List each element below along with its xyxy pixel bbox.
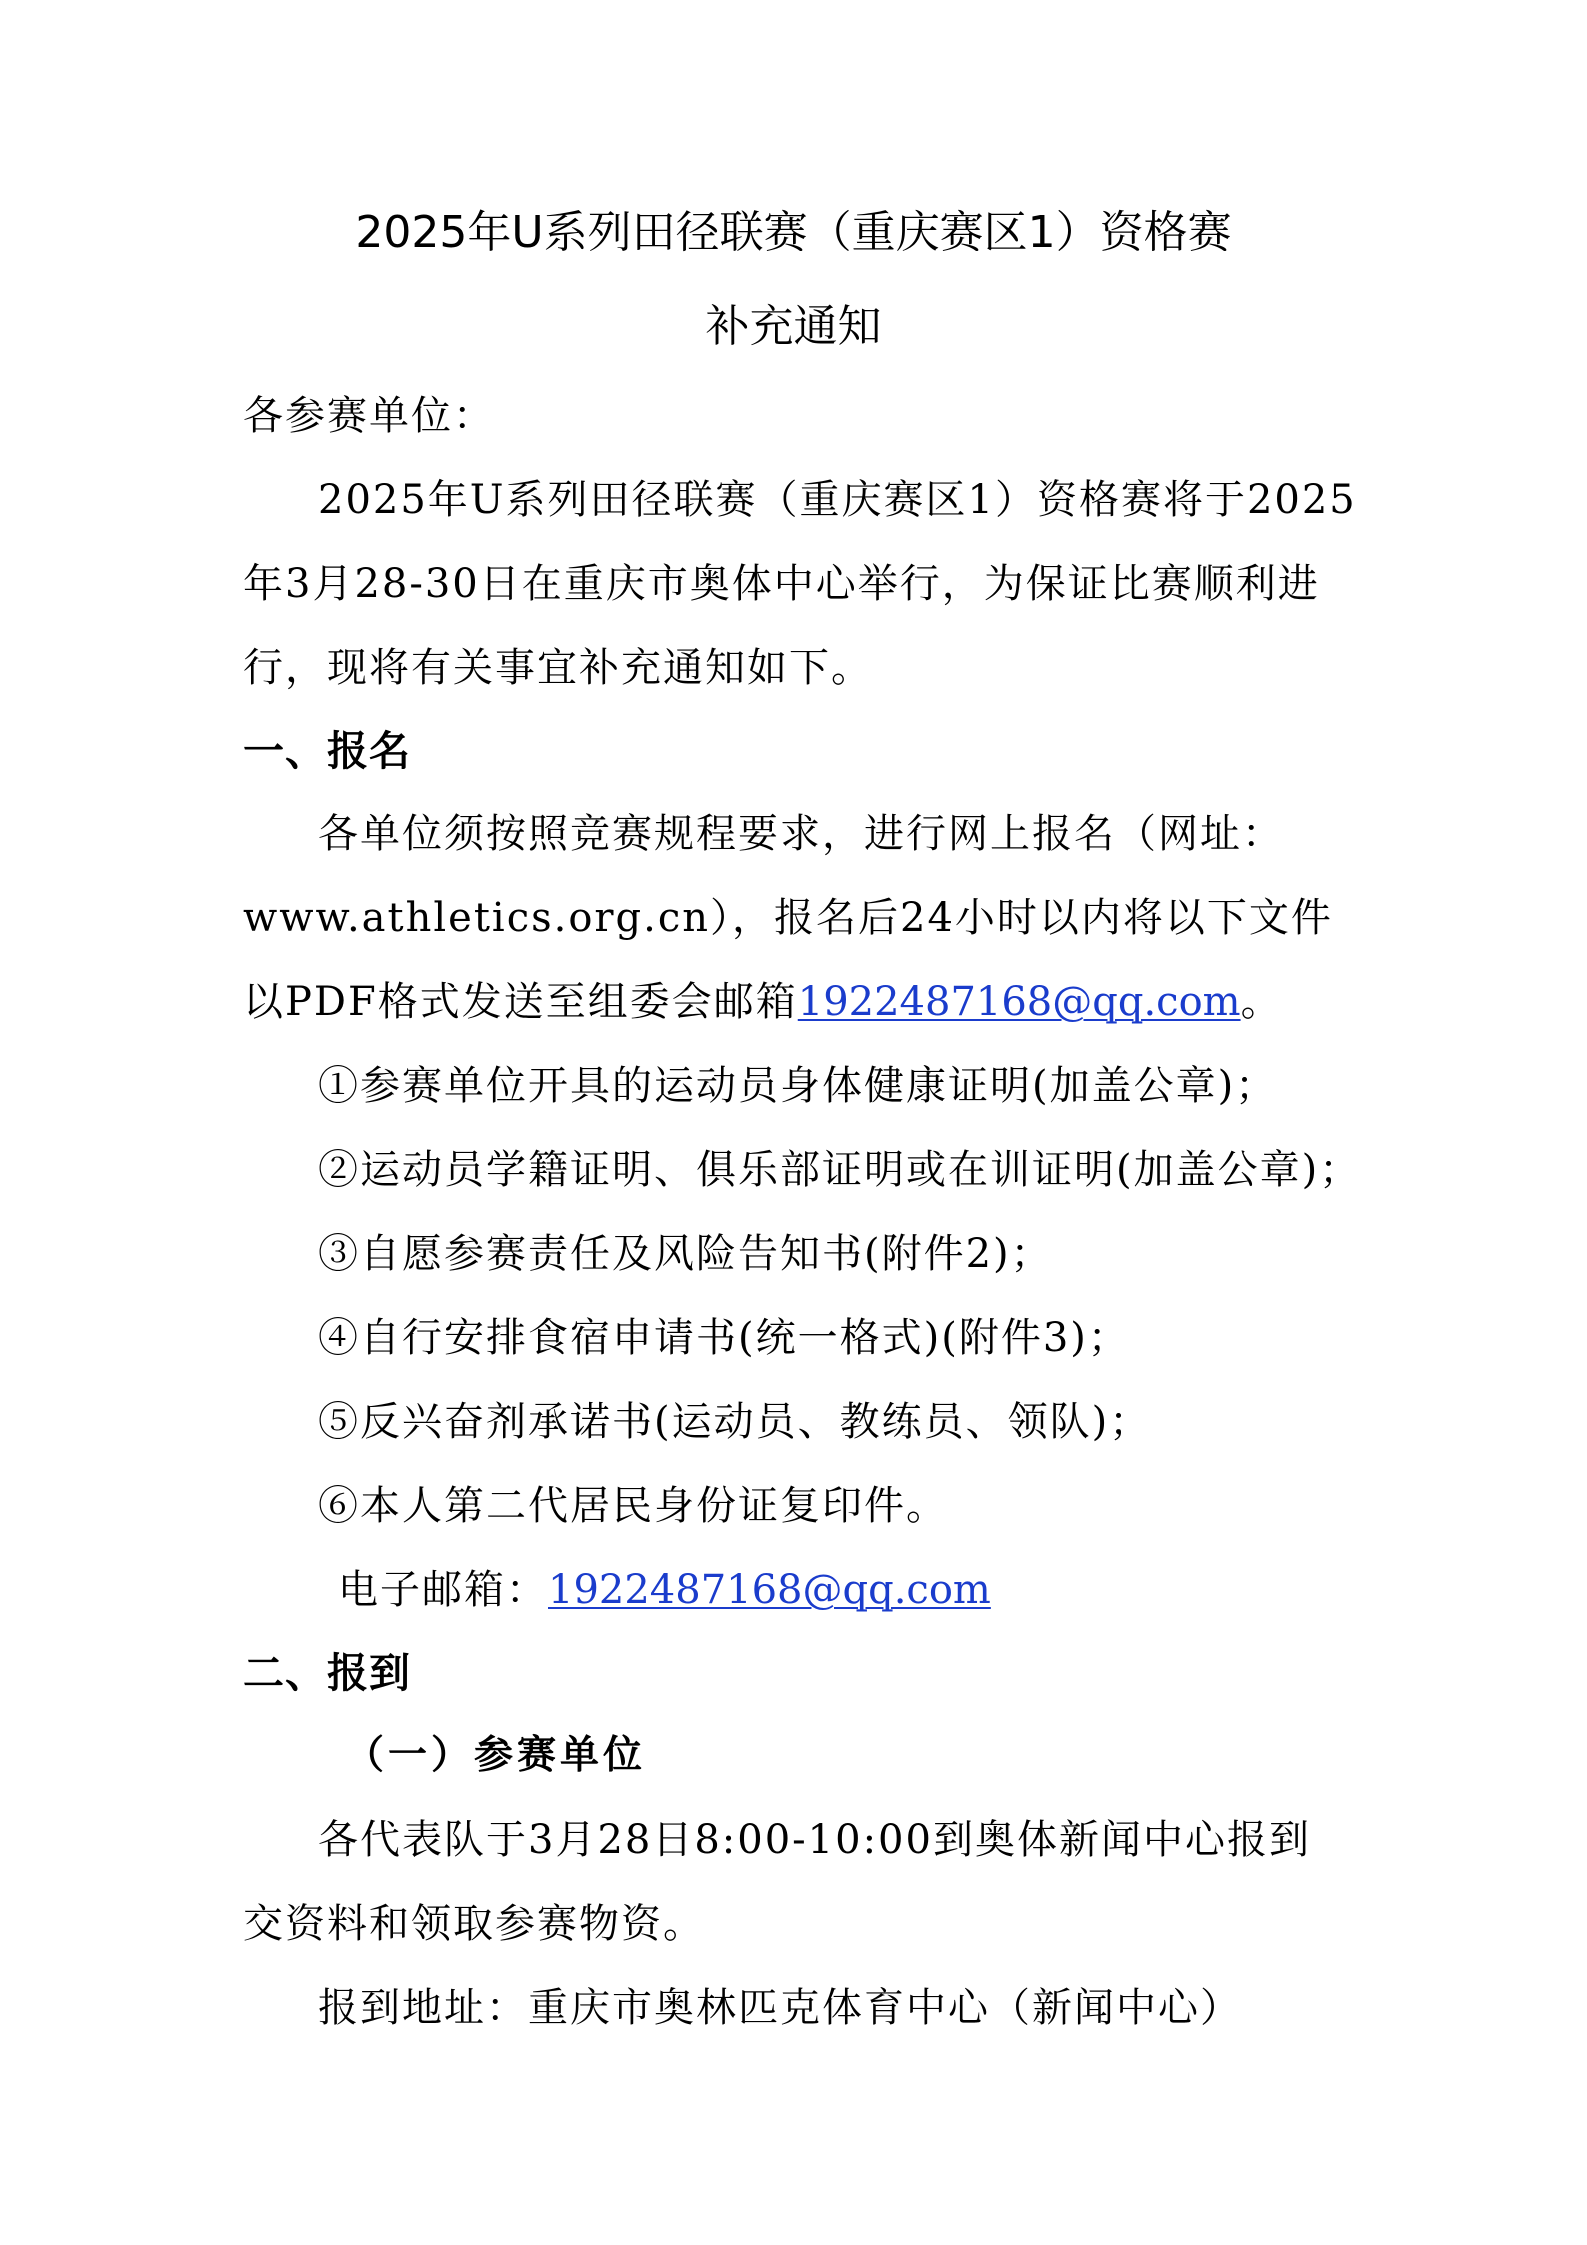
checkin-address: 报到地址：重庆市奥林匹克体育中心（新闻中心） [318,1985,1242,2031]
email-link-inline[interactable]: 1922487168@qq.com [797,979,1241,1025]
document-title-line2: 补充通知 [705,301,882,352]
email-label: 电子邮箱： [338,1567,548,1613]
registration-para-line-3-end: 。 [1240,979,1283,1025]
document-title-line1: 2025年U系列田径联赛（重庆赛区1）资格赛 [355,207,1232,258]
checkin-para-line-1: 各代表队于3月28日8:00-10:00到奥体新闻中心报到 [318,1817,1311,1863]
document-item-1: ①参赛单位开具的运动员身体健康证明(加盖公章)； [318,1063,1278,1109]
section-heading-checkin: 二、报到 [243,1649,411,1697]
registration-para-line-2: www.athletics.org.cn），报名后24小时以内将以下文件 [243,895,1333,941]
subsection-heading-participating-units: （一）参赛单位 [345,1733,647,1778]
email-link[interactable]: 1922487168@qq.com [548,1567,991,1613]
document-item-2: ②运动员学籍证明、俱乐部证明或在训证明(加盖公章)； [318,1147,1362,1193]
section-heading-registration: 一、报名 [243,727,411,775]
document-item-6: ⑥本人第二代居民身份证复印件。 [318,1483,948,1529]
registration-para-line-1: 各单位须按照竞赛规程要求，进行网上报名（网址： [318,811,1284,857]
intro-line-3: 行，现将有关事宜补充通知如下。 [243,645,873,691]
document-item-4: ④自行安排食宿申请书(统一格式)(附件3)； [318,1315,1130,1361]
registration-para-line-3 [243,970,1283,1027]
salutation: 各参赛单位： [243,393,495,439]
intro-line-1: 2025年U系列田径联赛（重庆赛区1）资格赛将于2025 [318,477,1357,523]
document-item-5: ⑤反兴奋剂承诺书(运动员、教练员、领队)； [318,1399,1152,1445]
email-line [338,1558,991,1615]
checkin-para-line-2: 交资料和领取参赛物资。 [243,1901,705,1947]
registration-para-line-3-text: 以PDF格式发送至组委会邮箱 [243,979,798,1025]
document-item-3: ③自愿参赛责任及风险告知书(附件2)； [318,1231,1053,1277]
intro-line-2: 年3月28-30日在重庆市奥体中心举行，为保证比赛顺利进 [243,561,1320,607]
